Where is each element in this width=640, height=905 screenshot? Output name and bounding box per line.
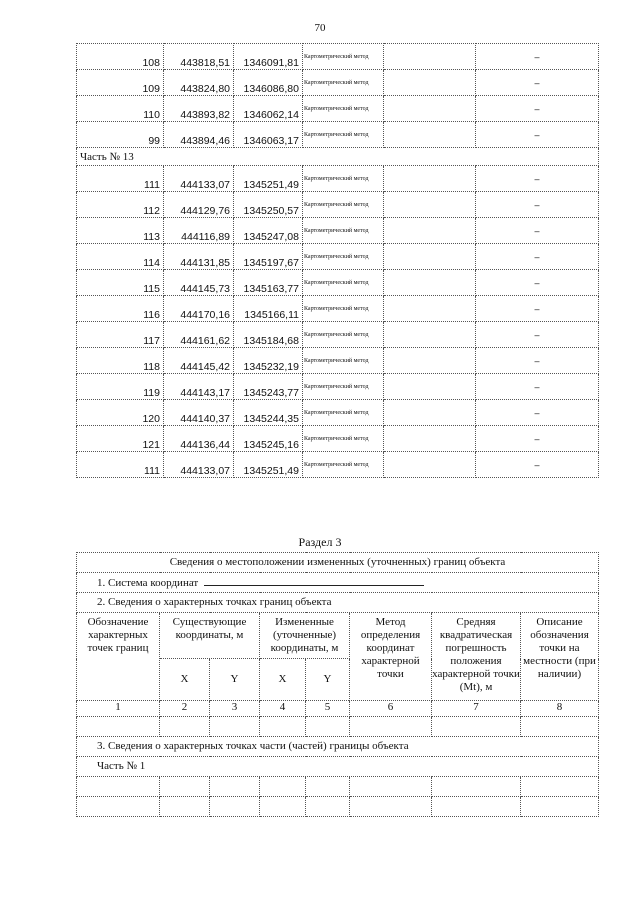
point-number: 111 (77, 166, 164, 192)
coord-x: 444131,85 (164, 244, 234, 270)
point-number: 114 (77, 244, 164, 270)
method: Картометрический метод (303, 166, 384, 192)
coord-system-blank-line (204, 575, 424, 586)
empty-cell (384, 166, 476, 192)
method: Картометрический метод (303, 70, 384, 96)
coord-x: 444143,17 (164, 374, 234, 400)
coordinates-table (76, 43, 599, 478)
header-designation: Обозначение характерных точек границ (77, 613, 160, 701)
value-cell: – (476, 270, 599, 296)
coord-x: 444170,16 (164, 296, 234, 322)
value-cell: – (476, 452, 599, 478)
empty-cell (384, 244, 476, 270)
empty-cell (384, 296, 476, 322)
col-number: 2 (160, 701, 210, 717)
col-number: 3 (210, 701, 260, 717)
point-number: 109 (77, 70, 164, 96)
coord-x: 444133,07 (164, 452, 234, 478)
method: Картометрический метод (303, 296, 384, 322)
table-row (77, 374, 599, 400)
empty-cell (384, 270, 476, 296)
coord-y: 1345251,49 (234, 452, 303, 478)
table-row (77, 400, 599, 426)
col-number: 8 (521, 701, 599, 717)
coord-y: 1345244,35 (234, 400, 303, 426)
table-row (77, 96, 599, 122)
empty-cell (384, 426, 476, 452)
method: Картометрический метод (303, 322, 384, 348)
method: Картометрический метод (303, 400, 384, 426)
table-title: Сведения о местоположении измененных (уточненных) границ объекта (77, 553, 599, 573)
point-number: 108 (77, 44, 164, 70)
header-existing-x: X (160, 659, 210, 701)
coord-x: 444140,37 (164, 400, 234, 426)
point-number: 120 (77, 400, 164, 426)
table-row (77, 192, 599, 218)
empty-row (77, 797, 599, 817)
coord-system-label: 1. Система координат (97, 577, 199, 589)
value-cell: – (476, 400, 599, 426)
value-cell: – (476, 96, 599, 122)
empty-row (77, 777, 599, 797)
empty-cell (384, 218, 476, 244)
point-number: 119 (77, 374, 164, 400)
empty-cell (384, 192, 476, 218)
coord-y: 1346062,14 (234, 96, 303, 122)
coord-x: 444133,07 (164, 166, 234, 192)
header-existing-y: Y (210, 659, 260, 701)
empty-cell (384, 400, 476, 426)
coord-y: 1345245,16 (234, 426, 303, 452)
col-number: 5 (306, 701, 350, 717)
method: Картометрический метод (303, 218, 384, 244)
coord-x: 443893,82 (164, 96, 234, 122)
method: Картометрический метод (303, 348, 384, 374)
coord-y: 1345250,57 (234, 192, 303, 218)
table-row (77, 270, 599, 296)
method: Картометрический метод (303, 270, 384, 296)
value-cell: – (476, 348, 599, 374)
coord-x: 444129,76 (164, 192, 234, 218)
value-cell: – (476, 122, 599, 148)
col-number: 6 (350, 701, 432, 717)
value-cell: – (476, 192, 599, 218)
coord-y: 1345184,68 (234, 322, 303, 348)
header-description: Описание обозначения точки на местности (при наличии) (521, 613, 599, 701)
table-row (77, 122, 599, 148)
table-row (77, 426, 599, 452)
section-title: Раздел 3 (298, 535, 342, 549)
point-number: 121 (77, 426, 164, 452)
empty-row (77, 717, 599, 737)
table-row (77, 70, 599, 96)
method: Картометрический метод (303, 96, 384, 122)
method: Картометрический метод (303, 192, 384, 218)
header-method: Метод определения координат характерной точки (350, 613, 432, 701)
col-number: 7 (432, 701, 521, 717)
coord-y: 1346091,81 (234, 44, 303, 70)
value-cell: – (476, 374, 599, 400)
method: Картометрический метод (303, 374, 384, 400)
coord-y: 1345232,19 (234, 348, 303, 374)
point-number: 113 (77, 218, 164, 244)
value-cell: – (476, 322, 599, 348)
coord-y: 1345251,49 (234, 166, 303, 192)
value-cell: – (476, 166, 599, 192)
value-cell: – (476, 426, 599, 452)
point-number: 110 (77, 96, 164, 122)
empty-cell (384, 322, 476, 348)
point-number: 111 (77, 452, 164, 478)
table-row (77, 244, 599, 270)
empty-cell (384, 348, 476, 374)
coord-y: 1345166,11 (234, 296, 303, 322)
point-number: 116 (77, 296, 164, 322)
method: Картометрический метод (303, 44, 384, 70)
method: Картометрический метод (303, 452, 384, 478)
table-row (77, 348, 599, 374)
empty-cell (384, 374, 476, 400)
part-points-header: 3. Сведения о характерных точках части (частей) границы объекта (77, 737, 599, 757)
header-error: Средняя квадратическая погрешность положения характерной точки (Mt), м (432, 613, 521, 701)
coord-system-row (77, 573, 599, 593)
method: Картометрический метод (303, 122, 384, 148)
points-header: 2. Сведения о характерных точках границ объекта (77, 593, 599, 613)
table-row (77, 296, 599, 322)
table-row (77, 322, 599, 348)
header-existing: Существующие координаты, м (160, 613, 260, 659)
part-row (77, 148, 599, 166)
coord-x: 444145,73 (164, 270, 234, 296)
part-label: Часть № 1 (77, 757, 599, 777)
point-number: 112 (77, 192, 164, 218)
coord-y: 1346063,17 (234, 122, 303, 148)
method: Картометрический метод (303, 244, 384, 270)
header-changed: Измененные (уточненные) координаты, м (260, 613, 350, 659)
point-number: 118 (77, 348, 164, 374)
empty-cell (384, 122, 476, 148)
table-row (77, 44, 599, 70)
point-number: 115 (77, 270, 164, 296)
coord-y: 1345243,77 (234, 374, 303, 400)
table-row (77, 166, 599, 192)
value-cell: – (476, 296, 599, 322)
coord-x: 443824,80 (164, 70, 234, 96)
empty-cell (384, 452, 476, 478)
page-number: 70 (314, 22, 326, 34)
value-cell: – (476, 218, 599, 244)
coord-x: 444161,62 (164, 322, 234, 348)
header-changed-y: Y (306, 659, 350, 701)
value-cell: – (476, 70, 599, 96)
point-number: 99 (77, 122, 164, 148)
coord-x: 443818,51 (164, 44, 234, 70)
section-3-table (76, 552, 599, 817)
coord-y: 1346086,80 (234, 70, 303, 96)
coord-x: 443894,46 (164, 122, 234, 148)
empty-cell (384, 70, 476, 96)
table-row (77, 218, 599, 244)
value-cell: – (476, 244, 599, 270)
coord-x: 444116,89 (164, 218, 234, 244)
header-changed-x: X (260, 659, 306, 701)
method: Картометрический метод (303, 426, 384, 452)
table-row (77, 452, 599, 478)
coord-x: 444145,42 (164, 348, 234, 374)
part-label: Часть № 13 (77, 148, 599, 166)
empty-cell (384, 44, 476, 70)
coord-y: 1345247,08 (234, 218, 303, 244)
coord-y: 1345163,77 (234, 270, 303, 296)
col-number: 4 (260, 701, 306, 717)
coord-y: 1345197,67 (234, 244, 303, 270)
coord-x: 444136,44 (164, 426, 234, 452)
value-cell: – (476, 44, 599, 70)
empty-cell (384, 96, 476, 122)
col-number: 1 (77, 701, 160, 717)
point-number: 117 (77, 322, 164, 348)
